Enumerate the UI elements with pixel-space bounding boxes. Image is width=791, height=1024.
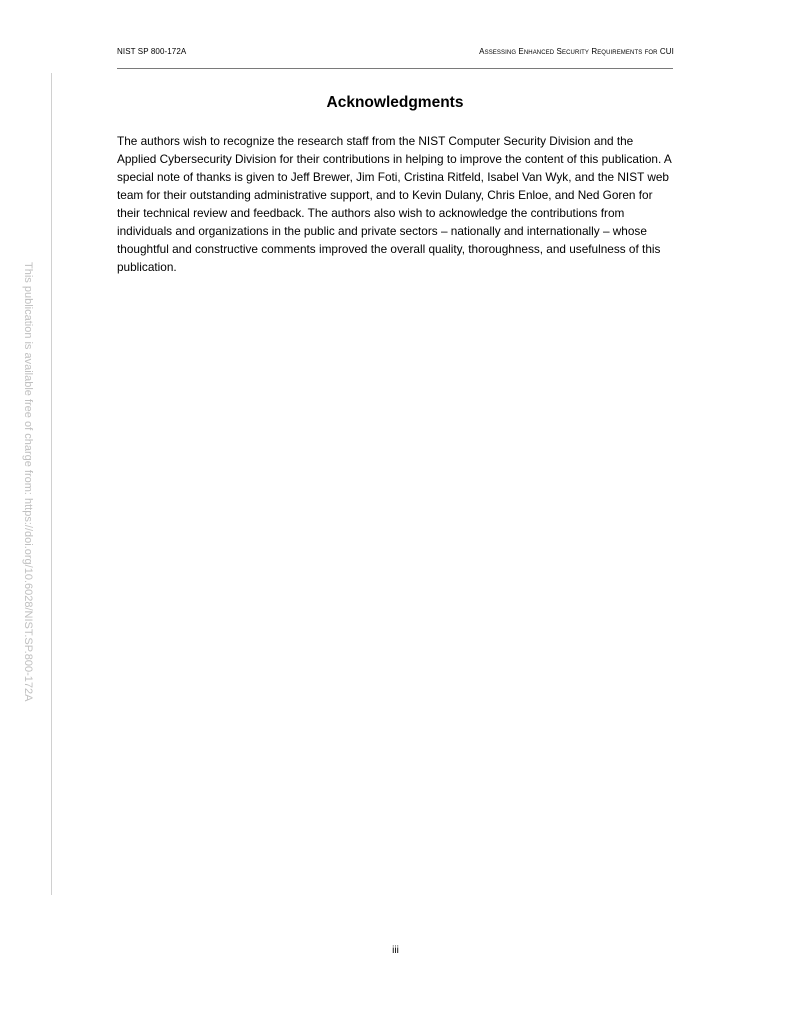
- header-report-number: NIST SP 800-172A: [117, 47, 187, 56]
- page-number: iii: [392, 945, 399, 956]
- side-divider: [51, 73, 52, 895]
- header-report-title: Assessing Enhanced Security Requirements for CUI: [479, 47, 674, 56]
- acknowledgments-paragraph: The authors wish to recognize the research staff from the NIST Computer Security Division and the Applied Cybersecurity Division for their contributions in helping to improve the content of this publication. A special note of thanks is given to Jeff Brewer, Jim Foti, Cristina Ritfeld, Isabel Van Wyk, and the NIST web team for their outstanding administrative support, and to Kevin Dulany, Chris Enloe, and Ned Goren for their technical review and feedback. The authors also wish to acknowledge the contributions from individuals and organizations in the public and private sectors – nationally and internationally – whose thoughtful and constructive comments improved the overall quality, thoroughness, and usefulness of this publication.: [117, 134, 672, 274]
- side-availability-note: This publication is available free of charge from: https://doi.org/10.6028/NIST.SP.800-172A: [22, 262, 34, 702]
- header-divider: [117, 68, 673, 69]
- page-title: Acknowledgments: [326, 94, 464, 111]
